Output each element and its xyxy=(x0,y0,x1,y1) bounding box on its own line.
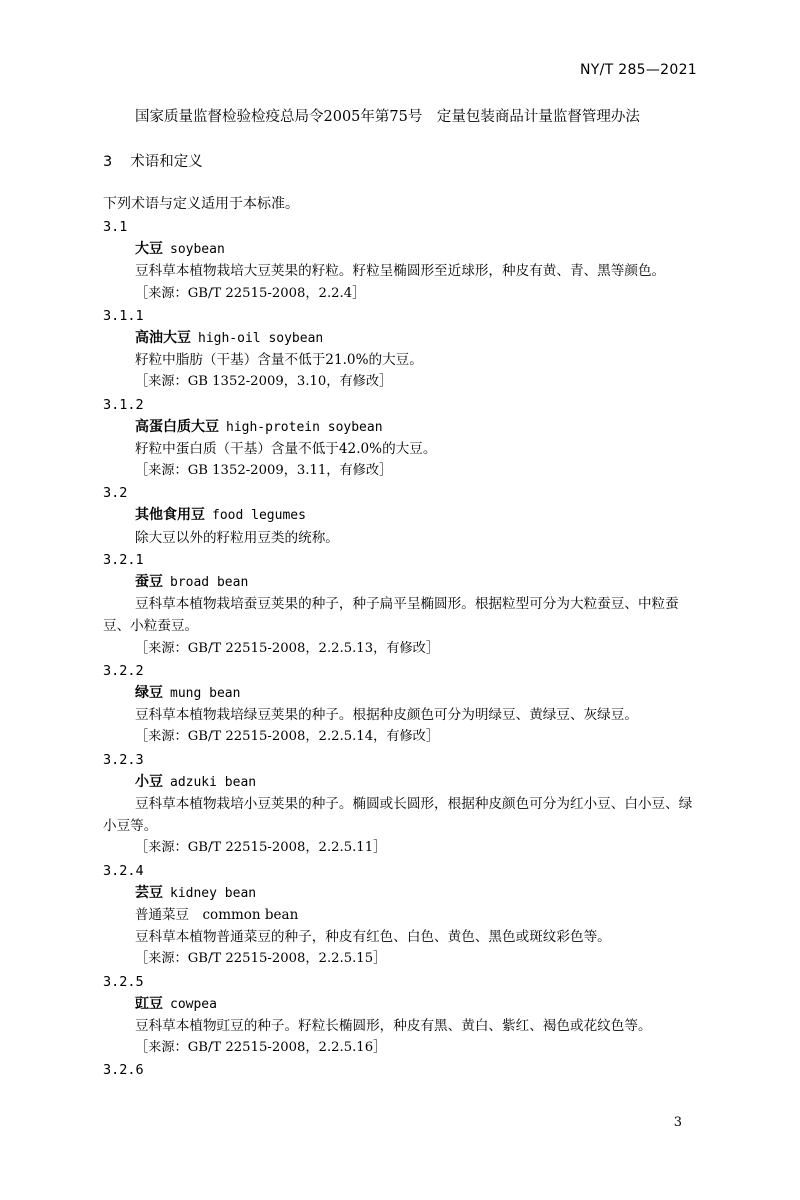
term-entry xyxy=(103,971,703,1060)
section-heading xyxy=(103,150,203,171)
term-number: 3.1.2 xyxy=(103,396,144,413)
section-number: 3 xyxy=(103,154,113,170)
term-definition: 豆科草本植物栽培蚕豆荚果的种子，种子扁平呈椭圆形。根据粒型可分为大粒蚕豆、中粒蚕豆、小粒蚕豆。 xyxy=(103,596,679,635)
term-chinese: 高蛋白质大豆 xyxy=(135,418,219,435)
term-source: ［来源：GB/T 22515-2008，2.2.5.14，有修改］ xyxy=(135,729,440,745)
section-title: 术语和定义 xyxy=(130,154,203,170)
term-chinese: 大豆 xyxy=(135,241,163,258)
term-number: 3.1 xyxy=(103,219,128,235)
term-source: ［来源：GB 1352-2009，3.11，有修改］ xyxy=(135,463,393,479)
term-english: cowpea xyxy=(170,996,217,1012)
term-entry xyxy=(103,305,703,394)
term-title xyxy=(103,993,703,1015)
term-entry xyxy=(103,860,703,971)
term-title xyxy=(103,771,703,793)
normative-reference: 国家质量监督检验检疫总局令2005年第75号 定量包装商品计量监督管理办法 xyxy=(135,109,640,125)
term-chinese: 小豆 xyxy=(135,773,163,790)
term-definition: 豆科草本植物普通菜豆的种子，种皮有红色、白色、黄色、黑色或斑纹彩色等。 xyxy=(135,929,611,946)
term-definition: 豆科草本植物栽培绿豆荚果的种子。根据种皮颜色可分为明绿豆、黄绿豆、灰绿豆。 xyxy=(135,707,638,724)
term-definition: 豆科草本植物栽培小豆荚果的种子。椭圆或长圆形，根据种皮颜色可分为红小豆、白小豆、绿小豆等。 xyxy=(103,795,693,835)
term-number: 3.2.2 xyxy=(103,662,144,679)
term-title xyxy=(103,238,703,260)
term-number: 3.2 xyxy=(103,485,128,502)
term-english: adzuki bean xyxy=(170,774,257,790)
term-definition: 豆科草本植物栽培大豆荚果的籽粒。籽粒呈椭圆形至近球形，种皮有黄、青、黑等颜色。 xyxy=(135,263,666,280)
term-chinese: 绿豆 xyxy=(135,685,163,702)
term-english: soybean xyxy=(170,242,225,258)
term-english: kidney bean xyxy=(170,885,257,901)
term-number: 3.2.3 xyxy=(103,751,144,768)
term-entries xyxy=(103,216,703,1081)
term-chinese: 蚕豆 xyxy=(135,574,163,591)
term-entry xyxy=(103,216,703,305)
section-intro: 下列术语与定义适用于本标准。 xyxy=(103,196,299,212)
term-alternate: 普通菜豆 common bean xyxy=(135,906,299,923)
term-title xyxy=(103,682,703,704)
term-entry xyxy=(103,394,703,483)
term-title xyxy=(103,504,703,526)
term-entry xyxy=(103,1059,703,1081)
term-chinese: 高油大豆 xyxy=(135,329,191,346)
term-source: ［来源：GB/T 22515-2008，2.2.5.16］ xyxy=(135,1040,387,1056)
term-definition: 豆科草本植物豇豆的种子。籽粒长椭圆形，种皮有黑、黄白、紫红、褐色或花纹色等。 xyxy=(135,1017,652,1034)
term-source: ［来源：GB/T 22515-2008，2.2.4］ xyxy=(135,285,366,301)
term-title xyxy=(103,882,703,904)
term-number: 3.2.4 xyxy=(103,862,144,879)
term-title xyxy=(103,416,703,438)
term-english: mung bean xyxy=(170,686,241,702)
page-number: 3 xyxy=(673,1115,682,1130)
term-source: ［来源：GB/T 22515-2008，2.2.5.13，有修改］ xyxy=(135,640,440,656)
term-english: food legumes xyxy=(212,508,306,524)
term-english: high-oil soybean xyxy=(198,330,324,346)
term-chinese: 豇豆 xyxy=(135,995,163,1012)
term-number: 3.2.5 xyxy=(103,973,144,990)
term-number: 3.2.1 xyxy=(103,551,144,568)
term-entry xyxy=(103,749,703,860)
standard-code: NY/T 285—2021 xyxy=(580,62,697,78)
term-title xyxy=(103,571,703,593)
term-entry xyxy=(103,660,703,749)
term-source: ［来源：GB/T 22515-2008，2.2.5.11］ xyxy=(135,840,387,856)
term-english: high-protein soybean xyxy=(226,419,383,435)
term-definition: 除大豆以外的籽粒用豆类的统称。 xyxy=(135,529,339,546)
term-definition: 籽粒中脂肪（干基）含量不低于21.0%的大豆。 xyxy=(135,352,423,369)
term-title xyxy=(103,327,703,349)
term-entry xyxy=(103,482,703,549)
term-entry xyxy=(103,549,703,660)
term-chinese: 芸豆 xyxy=(135,884,163,901)
term-definition: 籽粒中蛋白质（干基）含量不低于42.0%的大豆。 xyxy=(135,440,437,457)
term-number: 3.2.6 xyxy=(103,1062,144,1079)
term-english: broad bean xyxy=(170,575,249,591)
term-number: 3.1.1 xyxy=(103,307,144,324)
term-source: ［来源：GB 1352-2009，3.10，有修改］ xyxy=(135,374,393,390)
term-source: ［来源：GB/T 22515-2008，2.2.5.15］ xyxy=(135,951,387,967)
term-chinese: 其他食用豆 xyxy=(135,507,205,524)
